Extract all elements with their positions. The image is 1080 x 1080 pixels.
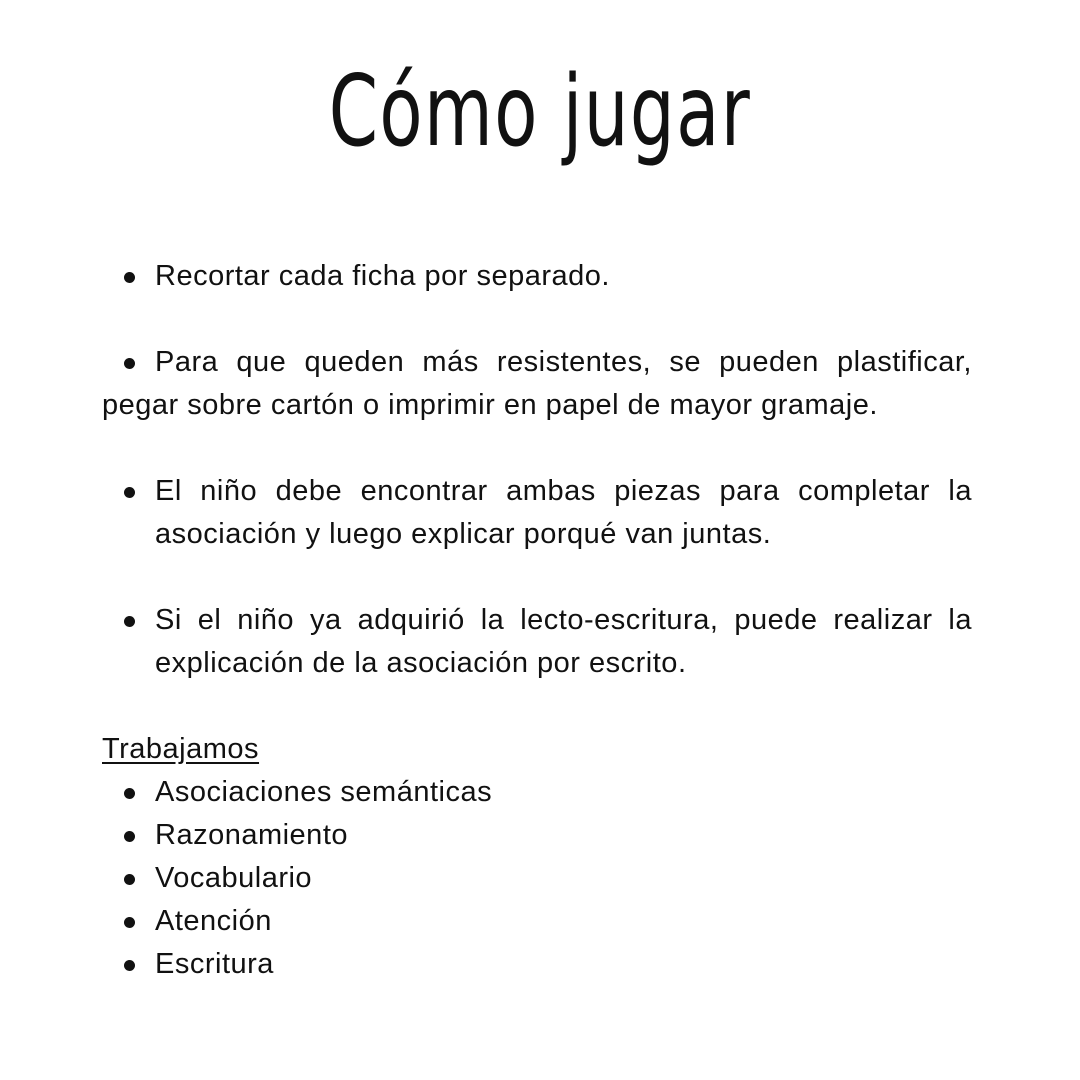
skills-list (102, 771, 972, 986)
page-title: Cómo jugar (328, 55, 752, 169)
instruction-text: Si el niño ya adquirió la lecto-escritura, puede realizar la explicación de la asociación por escrito. (155, 604, 972, 679)
skills-heading: Trabajamos (102, 733, 260, 765)
skill-text: Asociaciones semánticas (155, 776, 493, 808)
instruction-text: Recortar cada ficha por separado. (155, 260, 610, 292)
instruction-item (102, 599, 972, 685)
skill-item (102, 857, 972, 900)
instruction-item (102, 341, 972, 427)
skill-item (102, 900, 972, 943)
skill-item (102, 771, 972, 814)
skill-text: Atención (155, 905, 272, 937)
instruction-text: Para que queden más resistentes, se pueden plastificar, pegar sobre cartón o imprimir en papel de mayor gramaje. (102, 346, 972, 421)
skill-text: Vocabulario (155, 862, 313, 894)
instruction-list (102, 255, 972, 685)
instruction-text: El niño debe encontrar ambas piezas para completar la asociación y luego explicar porqué van juntas. (155, 475, 972, 550)
bullet-dot-icon (124, 358, 135, 369)
skill-item (102, 814, 972, 857)
skill-item (102, 943, 972, 986)
page-content (102, 255, 972, 986)
skill-text: Razonamiento (155, 819, 348, 851)
instruction-item (102, 255, 972, 298)
instruction-item (102, 470, 972, 556)
skill-text: Escritura (155, 948, 274, 980)
